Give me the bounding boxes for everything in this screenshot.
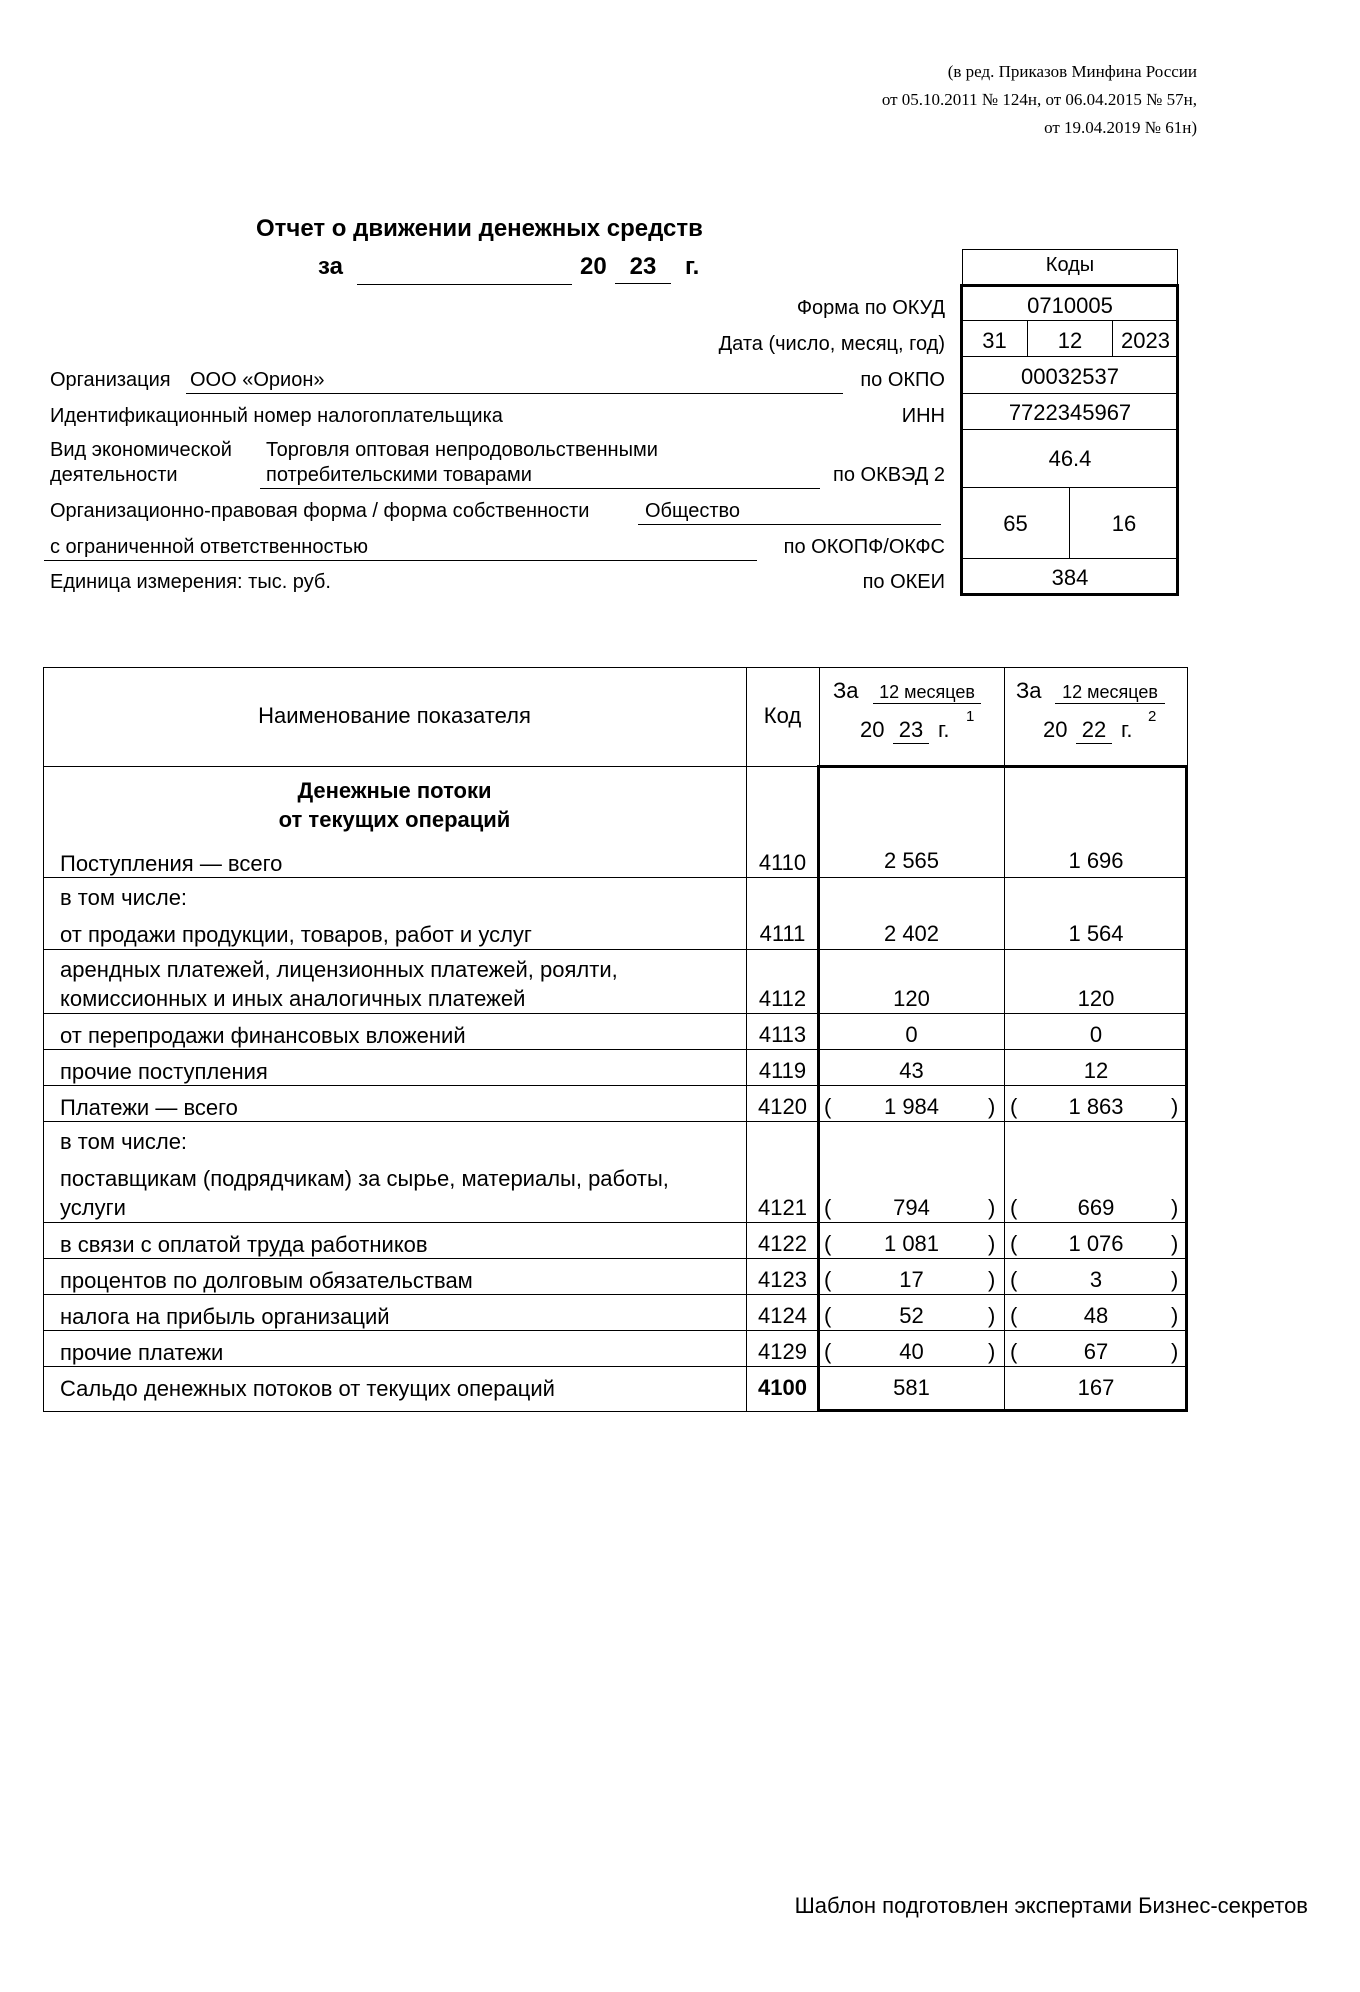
row-cur-4110: 2 565 — [883, 848, 940, 873]
row-prev-4100: 167 — [1077, 1375, 1115, 1400]
paren-close-prev-4121: ) — [1171, 1195, 1179, 1220]
row-cur-4123: 17 — [899, 1267, 924, 1292]
row-cur-4124: 52 — [899, 1303, 924, 1328]
activity-underline — [260, 488, 820, 489]
paren-open-prev-4121: ( — [1010, 1195, 1018, 1220]
inn-value: 7722345967 — [1008, 400, 1132, 425]
legal-form-underline-2 — [44, 560, 757, 561]
row-prev-4124: 48 — [1083, 1303, 1109, 1328]
okved-label: по ОКВЭД 2 — [833, 464, 945, 486]
paren-open-cur-4120: ( — [824, 1094, 832, 1119]
row-sep-4121 — [43, 1222, 1188, 1223]
org-label: Организация — [50, 369, 171, 391]
activity-label-1: Вид экономической — [50, 439, 232, 461]
row-code-4119: 4119 — [758, 1058, 807, 1083]
paren-close-cur-4129: ) — [988, 1339, 996, 1364]
legal-form-label: Организационно-правовая форма / форма собственности — [50, 500, 590, 522]
report-title: Отчет о движении денежных средств — [256, 215, 703, 242]
row-cur-4122: 1 081 — [883, 1231, 940, 1256]
inn-label: ИНН — [901, 405, 945, 427]
row-name-4120: Платежи — всего — [60, 1095, 238, 1120]
col-code-header: Код — [763, 703, 802, 728]
col-name-header: Наименование показателя — [258, 703, 531, 728]
row-prev-4123: 3 — [1089, 1267, 1103, 1292]
unit-label: Единица измерения: тыс. руб. — [50, 571, 331, 593]
col-prev-year-prefix: 20 — [1043, 717, 1068, 742]
okud-label: Форма по ОКУД — [796, 297, 945, 319]
legal-form-underline-1 — [638, 524, 941, 525]
codes-sep-1 — [962, 320, 1178, 321]
date-day: 31 — [982, 328, 1007, 353]
col-cur-suffix: г. — [938, 717, 950, 742]
row-cur-4112: 120 — [893, 986, 930, 1011]
row-prev-4110: 1 696 — [1068, 848, 1124, 873]
row-name-4124: налога на прибыль организаций — [60, 1304, 390, 1329]
paren-open-prev-4120: ( — [1010, 1094, 1018, 1119]
legal-form-value-2: с ограниченной ответственностью — [50, 536, 369, 558]
row-cur-4121: 794 — [893, 1195, 930, 1220]
row-name-4112-b: комиссионных и иных аналогичных платежей — [60, 986, 526, 1011]
paren-close-cur-4124: ) — [988, 1303, 996, 1328]
period-prefix: за — [318, 253, 343, 280]
row-sep-4112 — [43, 1013, 1188, 1014]
amendment-line-1: (в ред. Приказов Минфина России — [947, 62, 1197, 81]
codes-sep-3 — [962, 393, 1178, 394]
okopf-value: 65 — [1003, 511, 1028, 536]
period-suffix: г. — [685, 253, 700, 280]
date-month: 12 — [1057, 328, 1083, 353]
paren-open-cur-4123: ( — [824, 1267, 832, 1292]
paren-open-cur-4129: ( — [824, 1339, 832, 1364]
col-prev-footnote: 2 — [1148, 708, 1157, 725]
paren-close-prev-4122: ) — [1171, 1231, 1179, 1256]
activity-label-2: деятельности — [50, 464, 178, 486]
row-code-4111: 4111 — [759, 921, 806, 946]
row-name-4113: от перепродажи финансовых вложений — [60, 1023, 466, 1048]
date-year: 2023 — [1121, 328, 1170, 353]
row-name-4110: Поступления — всего — [60, 851, 283, 876]
row-code-4121: 4121 — [758, 1195, 807, 1220]
col-sep-code-header — [819, 667, 820, 767]
row-name-4121-b: услуги — [60, 1195, 126, 1220]
row-name-4111-a: в том числе: — [60, 885, 188, 910]
row-name-4122: в связи с оплатой труда работников — [60, 1232, 428, 1257]
col-prev-months: 12 месяцев — [1055, 682, 1165, 704]
row-code-4129: 4129 — [758, 1339, 807, 1364]
section-title — [43, 776, 746, 834]
row-prev-4121: 669 — [1077, 1195, 1115, 1220]
row-code-4113: 4113 — [758, 1022, 807, 1047]
okei-label: по ОКЕИ — [862, 571, 945, 593]
row-cur-4129: 40 — [899, 1339, 924, 1364]
amendment-note — [882, 58, 1197, 142]
row-prev-4111: 1 564 — [1068, 921, 1124, 946]
paren-close-cur-4122: ) — [988, 1231, 996, 1256]
paren-close-cur-4123: ) — [988, 1267, 996, 1292]
paren-close-prev-4129: ) — [1171, 1339, 1179, 1364]
row-prev-4119: 12 — [1083, 1058, 1109, 1083]
paren-open-cur-4124: ( — [824, 1303, 832, 1328]
col-prev-year: 22 — [1076, 717, 1112, 744]
row-prev-4129: 67 — [1083, 1339, 1109, 1364]
row-cur-4100: 581 — [893, 1375, 930, 1400]
activity-value-1: Торговля оптовая непродовольственными — [266, 439, 658, 461]
row-name-4129: прочие платежи — [60, 1340, 224, 1365]
footer-note: Шаблон подготовлен экспертами Бизнес-секретов — [794, 1893, 1308, 1918]
col-cur-za: За — [833, 678, 859, 703]
col-cur-year: 23 — [893, 717, 929, 744]
period-year: 23 — [615, 253, 671, 284]
codes-sep-2 — [962, 356, 1178, 357]
row-name-4111-b: от продажи продукции, товаров, работ и услуг — [60, 922, 532, 947]
row-cur-4119: 43 — [899, 1058, 924, 1083]
paren-close-prev-4120: ) — [1171, 1094, 1179, 1119]
paren-open-prev-4122: ( — [1010, 1231, 1018, 1256]
row-code-4124: 4124 — [758, 1303, 807, 1328]
row-sep-4111 — [43, 949, 1188, 950]
col-cur-months: 12 месяцев — [873, 682, 981, 704]
row-cur-4113: 0 — [905, 1022, 918, 1047]
row-code-4110: 4110 — [758, 850, 807, 875]
paren-open-prev-4124: ( — [1010, 1303, 1018, 1328]
okpo-value: 00032537 — [1021, 364, 1119, 389]
paren-close-cur-4120: ) — [988, 1094, 996, 1119]
col-cur-year-prefix: 20 — [860, 717, 885, 742]
paren-close-prev-4124: ) — [1171, 1303, 1179, 1328]
row-prev-4120: 1 863 — [1068, 1094, 1124, 1119]
date-label: Дата (число, месяц, год) — [718, 333, 945, 355]
row-name-4100: Сальдо денежных потоков от текущих операций — [60, 1376, 555, 1401]
okud-value: 0710005 — [1027, 293, 1113, 318]
paren-open-cur-4121: ( — [824, 1195, 832, 1220]
okei-value: 384 — [1051, 565, 1089, 590]
amendment-line-2: от 05.10.2011 № 124н, от 06.04.2015 № 57н, — [881, 90, 1197, 109]
row-name-4119: прочие поступления — [60, 1059, 268, 1084]
row-prev-4112: 120 — [1077, 986, 1115, 1011]
col-prev-za: За — [1016, 678, 1042, 703]
paren-open-prev-4129: ( — [1010, 1339, 1018, 1364]
row-prev-4113: 0 — [1089, 1022, 1103, 1047]
okpo-label: по ОКПО — [860, 369, 945, 391]
section-title-line-1: Денежные потоки — [297, 778, 492, 803]
row-name-4123: процентов по долговым обязательствам — [60, 1268, 473, 1293]
legal-form-value-1: Общество — [645, 500, 741, 522]
col-cur-footnote: 1 — [966, 708, 975, 725]
col-prev-suffix: г. — [1121, 717, 1133, 742]
paren-close-prev-4123: ) — [1171, 1267, 1179, 1292]
row-name-4112-a: арендных платежей, лицензионных платежей, роялти, — [60, 957, 618, 982]
row-prev-4122: 1 076 — [1068, 1231, 1124, 1256]
paren-close-cur-4121: ) — [988, 1195, 996, 1220]
row-name-4121-a: поставщикам (подрядчикам) за сырье, материалы, работы, — [60, 1166, 669, 1191]
activity-value-2: потребительскими товарами — [266, 464, 532, 486]
org-value: ООО «Орион» — [190, 369, 325, 391]
okopf-label: по ОКОПФ/ОКФС — [783, 536, 945, 558]
okfs-value: 16 — [1111, 511, 1137, 536]
row-cur-4111: 2 402 — [883, 921, 940, 946]
section-title-line-2: от текущих операций — [278, 807, 511, 832]
codes-sep-5 — [962, 487, 1178, 488]
inn-text: Идентификационный номер налогоплательщика — [50, 405, 503, 427]
org-underline — [186, 393, 843, 394]
row-code-4100: 4100 — [758, 1375, 807, 1400]
row-name-4121-0: в том числе: — [60, 1129, 188, 1154]
paren-open-prev-4123: ( — [1010, 1267, 1018, 1292]
period-blank-line — [357, 284, 572, 285]
row-code-4120: 4120 — [758, 1094, 807, 1119]
paren-open-cur-4122: ( — [824, 1231, 832, 1256]
row-code-4122: 4122 — [758, 1231, 807, 1256]
codes-header: Коды — [1045, 254, 1095, 276]
codes-sep-6 — [962, 558, 1178, 559]
row-code-4112: 4112 — [758, 986, 807, 1011]
period-year-prefix: 20 — [580, 253, 607, 280]
row-cur-4120: 1 984 — [883, 1094, 940, 1119]
col-sep-mid-header — [1004, 667, 1005, 767]
amendment-line-3: от 19.04.2019 № 61н) — [1044, 118, 1197, 137]
codes-sep-4 — [962, 429, 1178, 430]
row-code-4123: 4123 — [758, 1267, 807, 1292]
okved-value: 46.4 — [1048, 446, 1092, 471]
